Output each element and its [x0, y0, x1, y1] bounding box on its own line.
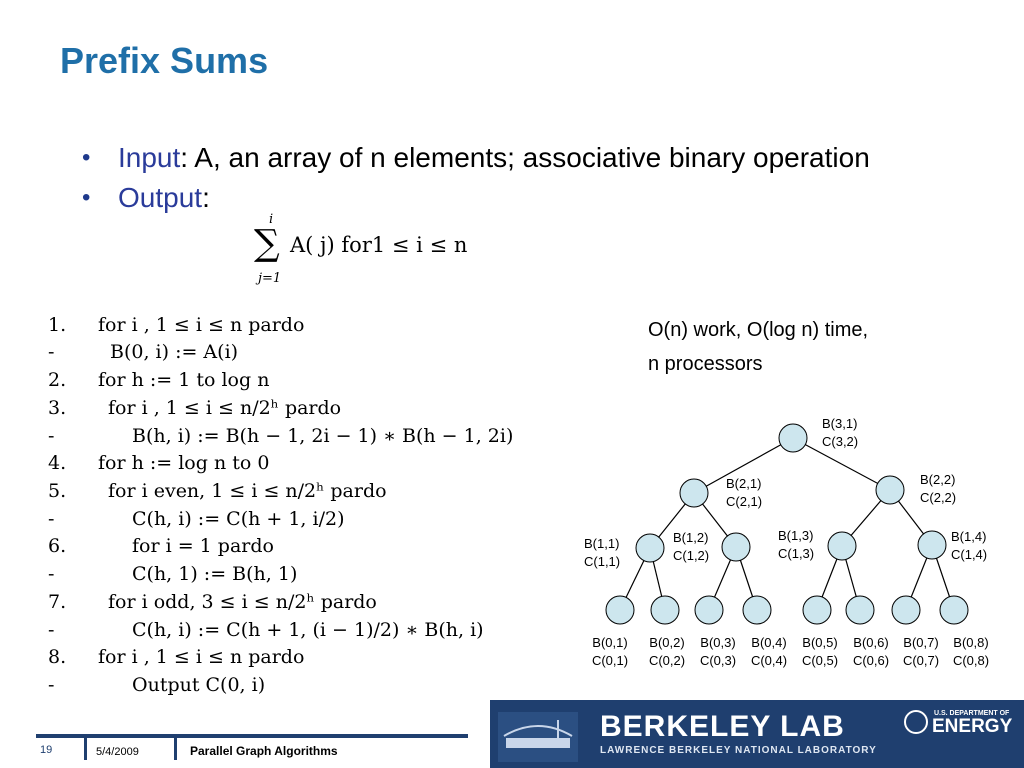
doe-energy-label: ENERGY	[932, 716, 1013, 737]
footer-date: 5/4/2009	[96, 746, 139, 758]
sum-expression: A( j) for1 ≤ i ≤ n	[290, 233, 468, 257]
tree-node-leaf	[695, 596, 723, 624]
complexity-line-1: O(n) work, O(log n) time,	[648, 319, 869, 341]
bullet-input-text: : A, an array of n elements; associative binary operation	[180, 142, 870, 173]
doe-seal-icon	[904, 710, 928, 734]
lab-subtitle: LAWRENCE BERKELEY NATIONAL LABORATORY	[600, 745, 877, 756]
node-b-label: B(0,3)	[700, 635, 736, 650]
footer-rule	[36, 734, 468, 738]
bullet-output-keyword: Output	[118, 182, 203, 213]
footer-title: Parallel Graph Algorithms	[190, 744, 338, 758]
node-c-label: C(0,5)	[801, 653, 839, 668]
bullet-dot-icon: •	[82, 184, 91, 211]
tree-node-leaf	[892, 596, 920, 624]
node-c-label: C(1,2)	[673, 548, 710, 563]
node-b-label: B(0,5)	[802, 635, 838, 650]
algo-line: 3. for i , 1 ≤ i ≤ n/2ʰ pardo	[48, 397, 342, 419]
output-formula	[250, 210, 520, 290]
node-c-label: C(3,2)	[822, 434, 859, 449]
node-b-label: B(1,3)	[778, 528, 814, 543]
tree-node-level1	[636, 534, 664, 562]
tree-node-level2	[680, 479, 708, 507]
tree-node-root	[779, 424, 807, 452]
tree-node-level1	[828, 532, 856, 560]
node-b-label: B(0,2)	[649, 635, 685, 650]
node-c-label: C(1,3)	[778, 546, 815, 561]
node-b-label: B(3,1)	[822, 416, 858, 431]
tree-node-leaf	[846, 596, 874, 624]
bullet-input-keyword: Input	[118, 142, 181, 173]
tree-node-leaf	[803, 596, 831, 624]
doe-department-label: U.S. DEPARTMENT OF	[934, 710, 1010, 717]
tree-node-leaf	[743, 596, 771, 624]
algo-line: 7. for i odd, 3 ≤ i ≤ n/2ʰ pardo	[48, 591, 377, 613]
slide-number: 19	[40, 744, 53, 756]
node-c-label: C(1,4)	[951, 547, 988, 562]
tree-edges	[620, 438, 957, 610]
complexity-line-2: n processors	[648, 353, 763, 375]
tree-nodes	[606, 424, 968, 624]
node-c-label: C(1,1)	[584, 554, 621, 569]
berkeley-lab-logo-icon	[498, 712, 578, 762]
node-c-label: C(2,2)	[920, 490, 957, 505]
algo-line: - C(h, i) := C(h + 1, (i − 1)/2) ∗ B(h, i)	[48, 619, 484, 641]
node-b-label: B(0,1)	[592, 635, 628, 650]
node-c-label: C(0,8)	[952, 653, 990, 668]
algo-line: 6. for i = 1 pardo	[48, 535, 274, 557]
node-b-label: B(1,1)	[584, 536, 620, 551]
lab-name: BERKELEY LAB	[600, 710, 845, 743]
node-c-label: C(0,3)	[699, 653, 737, 668]
node-c-label: C(0,4)	[750, 653, 788, 668]
node-b-label: B(0,4)	[751, 635, 787, 650]
algo-line: 8. for i , 1 ≤ i ≤ n pardo	[48, 646, 305, 668]
slide-title: Prefix Sums	[60, 40, 269, 81]
algo-line: - B(0, i) := A(i)	[48, 341, 239, 363]
node-c-label: C(0,6)	[852, 653, 890, 668]
sigma-icon: ∑	[254, 223, 280, 264]
bullet-list	[82, 138, 912, 218]
algo-line: - Output C(0, i)	[48, 674, 266, 696]
algo-line: - B(h, i) := B(h − 1, 2i − 1) ∗ B(h − 1, 2i)	[48, 425, 514, 447]
node-b-label: B(2,1)	[726, 476, 762, 491]
node-c-label: C(0,7)	[902, 653, 940, 668]
tree-node-leaf	[940, 596, 968, 624]
tree-node-level1	[918, 531, 946, 559]
node-c-label: C(0,1)	[591, 653, 629, 668]
tree-node-level2	[876, 476, 904, 504]
sum-upper-limit: i	[269, 212, 274, 227]
algo-line: - C(h, 1) := B(h, 1)	[48, 563, 298, 585]
tree-node-leaf	[651, 596, 679, 624]
algo-line: - C(h, i) := C(h + 1, i/2)	[48, 508, 345, 530]
node-b-label: B(1,2)	[673, 530, 709, 545]
algo-line: 4. for h := log n to 0	[48, 452, 270, 474]
algo-line: 2. for h := 1 to log n	[48, 369, 270, 391]
bullet-dot-icon: •	[82, 144, 91, 171]
footer-divider	[84, 738, 87, 760]
node-b-label: B(0,8)	[953, 635, 989, 650]
tree-node-leaf	[606, 596, 634, 624]
node-c-label: C(2,1)	[726, 494, 763, 509]
algo-line: 1. for i , 1 ≤ i ≤ n pardo	[48, 314, 305, 336]
node-b-label: B(2,2)	[920, 472, 956, 487]
algo-line: 5. for i even, 1 ≤ i ≤ n/2ʰ pardo	[48, 480, 387, 502]
bullet-output-text: :	[202, 182, 210, 213]
footer-divider	[174, 738, 177, 760]
node-b-label: B(0,6)	[853, 635, 889, 650]
node-c-label: C(0,2)	[648, 653, 686, 668]
node-b-label: B(0,7)	[903, 635, 939, 650]
complexity-note	[648, 313, 868, 381]
node-b-label: B(1,4)	[951, 529, 987, 544]
sum-lower-limit: j=1	[258, 271, 282, 286]
tree-node-level1	[722, 533, 750, 561]
prefix-sum-tree	[560, 410, 1024, 690]
bullet-input	[82, 138, 912, 178]
